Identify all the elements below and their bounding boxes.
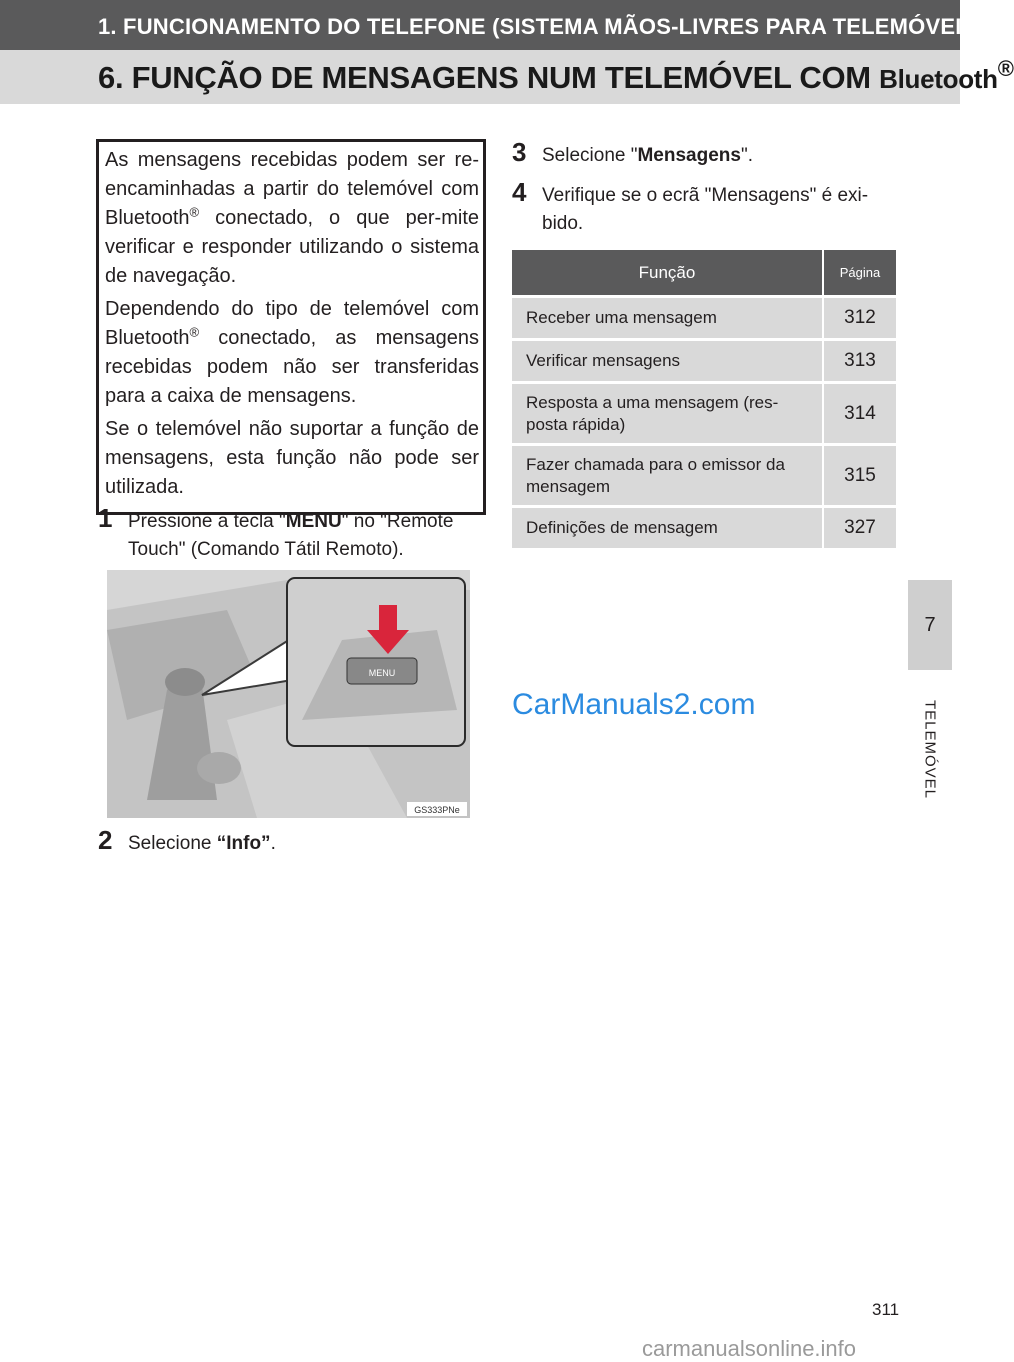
info-box: [96, 139, 486, 515]
chapter-header-bar: [0, 0, 984, 50]
watermark-carmanuals: CarManuals2.com: [512, 688, 756, 721]
step-number: 2: [98, 825, 113, 855]
remote-touch-figure: [107, 570, 470, 818]
figure-code: GS333PNe: [414, 805, 460, 815]
step-1: [98, 503, 482, 564]
function-cell: Definições de mensagem: [512, 507, 823, 550]
step-option-label: Mensagens: [637, 145, 741, 166]
info-paragraph-1: [105, 146, 479, 291]
step-text-pre: Pressione a tecla ": [128, 511, 286, 532]
figure-button-label: MENU: [368, 668, 396, 678]
info-paragraph-2: [105, 295, 479, 411]
page-number: 311: [872, 1300, 900, 1319]
function-cell: Resposta a uma mensagem (res-posta rápida): [512, 383, 823, 445]
page-cell[interactable]: 312: [823, 297, 896, 340]
chapter-tab-label-text: TELEMÓVEL: [921, 700, 939, 800]
table-row: [512, 340, 896, 383]
step-4: [512, 177, 896, 238]
chapter-title: 1. FUNCIONAMENTO DO TELEFONE (SISTEMA MÃOS-LIVRES PARA TELEMÓVEIS): [98, 14, 984, 39]
table-row: [512, 445, 896, 507]
step-2: [98, 825, 482, 858]
step-text-post: ".: [740, 145, 753, 166]
page-cell[interactable]: 314: [823, 383, 896, 445]
step-number: 4: [512, 177, 527, 207]
info-p1-text-b: conectado, o que per-mite verificar e responder utilizando o sistema de navegação.: [105, 207, 479, 287]
function-cell: Receber uma mensagem: [512, 297, 823, 340]
page-cell[interactable]: 327: [823, 507, 896, 550]
info-p2-text-a: Dependendo do tipo de telemóvel com Bluetooth: [105, 298, 479, 349]
info-p2-text-b: conectado, as mensagens recebidas podem não ser transferidas para a caixa de mensagens.: [105, 327, 479, 407]
section-title: [98, 56, 1014, 96]
section-header-bar: [0, 50, 1014, 104]
step-text: [542, 142, 896, 170]
step-text-pre: Selecione: [128, 833, 217, 854]
registered-mark: ®: [997, 56, 1014, 81]
info-paragraph-3: Se o telemóvel não suportar a função de mensagens, esta função não pode ser utilizada.: [105, 418, 479, 498]
column-header-function: Função: [512, 250, 823, 297]
step-text: [128, 830, 482, 858]
step-text-post: " no "Remote Touch" (Comando Tátil Remoto).: [128, 511, 454, 560]
step-number: 1: [98, 503, 113, 533]
table-header-row: [512, 250, 896, 297]
page-cell[interactable]: 313: [823, 340, 896, 383]
function-cell: Verificar mensagens: [512, 340, 823, 383]
footer-watermark: carmanualsonline.info: [642, 1336, 857, 1361]
step-text-pre: Selecione ": [542, 145, 638, 166]
chapter-tab-number[interactable]: 7: [908, 580, 952, 670]
step-number: 3: [512, 137, 527, 167]
function-table: [512, 250, 896, 551]
step-text-post: .: [270, 833, 276, 854]
step-text: Verifique se o ecrã "Mensagens" é exi-bido.: [542, 185, 869, 234]
info-p1-mark: ®: [189, 204, 200, 220]
info-p2-mark: ®: [189, 324, 200, 340]
section-title-text: 6. FUNÇÃO DE MENSAGENS NUM TELEMÓVEL COM: [98, 60, 871, 95]
step-key-label: MENU: [285, 511, 342, 532]
step-option-label: “Info”: [216, 833, 271, 854]
column-header-page: Página: [823, 250, 896, 297]
section-title-brand: Bluetooth: [879, 64, 998, 94]
info-p1-text-a: As mensagens recebidas podem ser re-encaminhadas a partir do telemóvel com Bluetooth: [105, 149, 479, 229]
table-row: [512, 383, 896, 445]
table-row: [512, 507, 896, 550]
function-cell: Fazer chamada para o emissor da mensagem: [512, 445, 823, 507]
page-cell[interactable]: 315: [823, 445, 896, 507]
table-row: [512, 297, 896, 340]
step-3: [512, 137, 896, 170]
step-text: [128, 508, 482, 564]
chapter-tab-label: [908, 680, 952, 820]
